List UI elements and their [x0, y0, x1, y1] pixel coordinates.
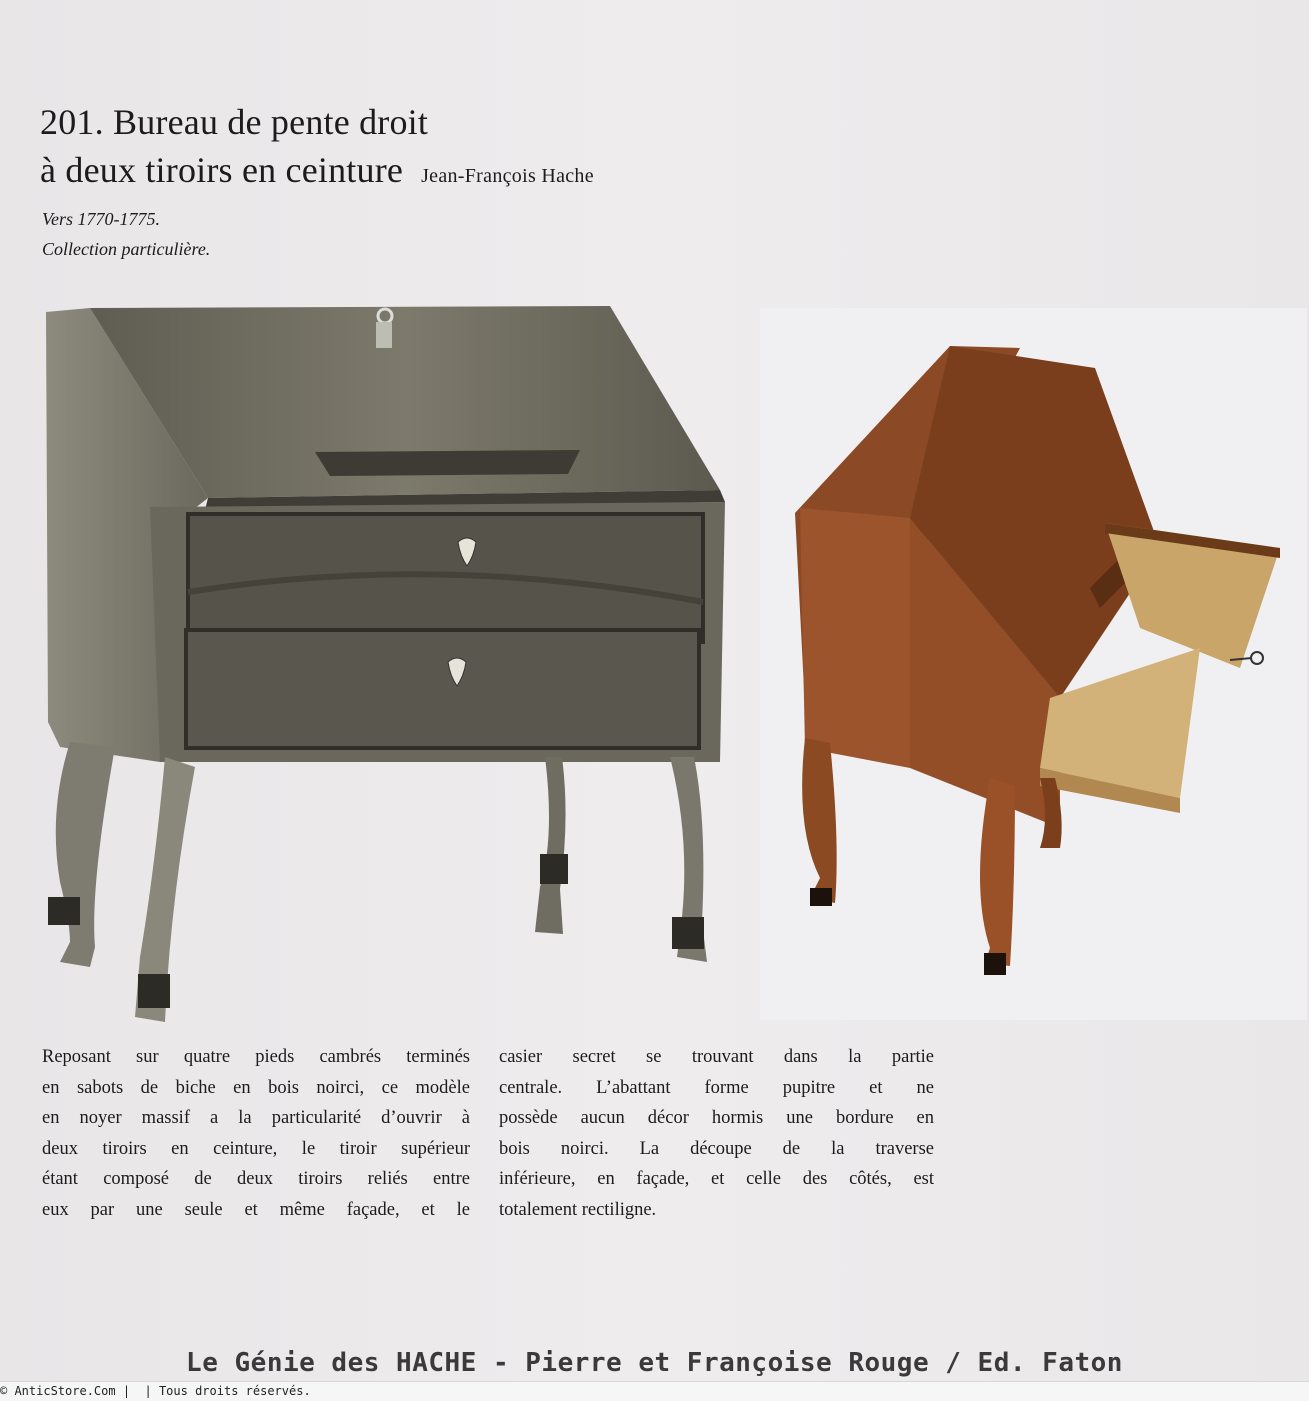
- title-line-1: 201. Bureau de pente droit: [40, 102, 429, 142]
- title-line-2: [40, 146, 594, 200]
- site-link[interactable]: © AnticStore.Com |: [0, 1384, 131, 1398]
- rights-text: Tous droits réservés.: [151, 1384, 311, 1398]
- body-text-left: [42, 1042, 470, 1226]
- book-title-watermark: Le Génie des HACHE - Pierre et Françoise Rouge / Ed. Faton: [186, 1348, 1123, 1378]
- copyright-bar: [0, 1381, 1309, 1401]
- body-line: inférieure, en façade, et celle des côtés, est: [499, 1169, 934, 1190]
- title-line-2-text: à deux tiroirs en ceinture: [40, 150, 404, 190]
- body-text-right: [499, 1042, 934, 1226]
- body-line: centrale. L’abattant forme pupitre et ne: [499, 1077, 934, 1098]
- body-line: Reposant sur quatre pieds cambrés terminés: [42, 1047, 470, 1067]
- body-line: étant composé de deux tiroirs reliés entre: [42, 1169, 470, 1190]
- body-line: possède aucun décor hormis une bordure en: [499, 1108, 934, 1129]
- entry-meta: [42, 204, 210, 264]
- body-line: deux tiroirs en ceinture, le tiroir supérieur: [42, 1138, 470, 1159]
- body-line: totalement rectiligne.: [499, 1199, 657, 1220]
- entry-heading: [40, 98, 594, 200]
- body-line: en noyer massif a la particularité d’ouvrir à: [42, 1108, 470, 1129]
- body-line: bois noirci. La découpe de la traverse: [499, 1138, 934, 1159]
- body-line: casier secret se trouvant dans la partie: [499, 1047, 934, 1067]
- separator: |: [130, 1384, 152, 1398]
- body-line: en sabots de biche en bois noirci, ce modèle: [42, 1077, 470, 1098]
- author-name: Jean-François Hache: [421, 165, 594, 187]
- bureau-side-photo: [760, 308, 1307, 1020]
- collection-text: Collection particulière.: [42, 239, 211, 259]
- body-line: eux par une seule et même façade, et le: [42, 1199, 470, 1220]
- date-text: Vers 1770-1775.: [42, 209, 160, 229]
- bureau-front-photo: [40, 302, 750, 1027]
